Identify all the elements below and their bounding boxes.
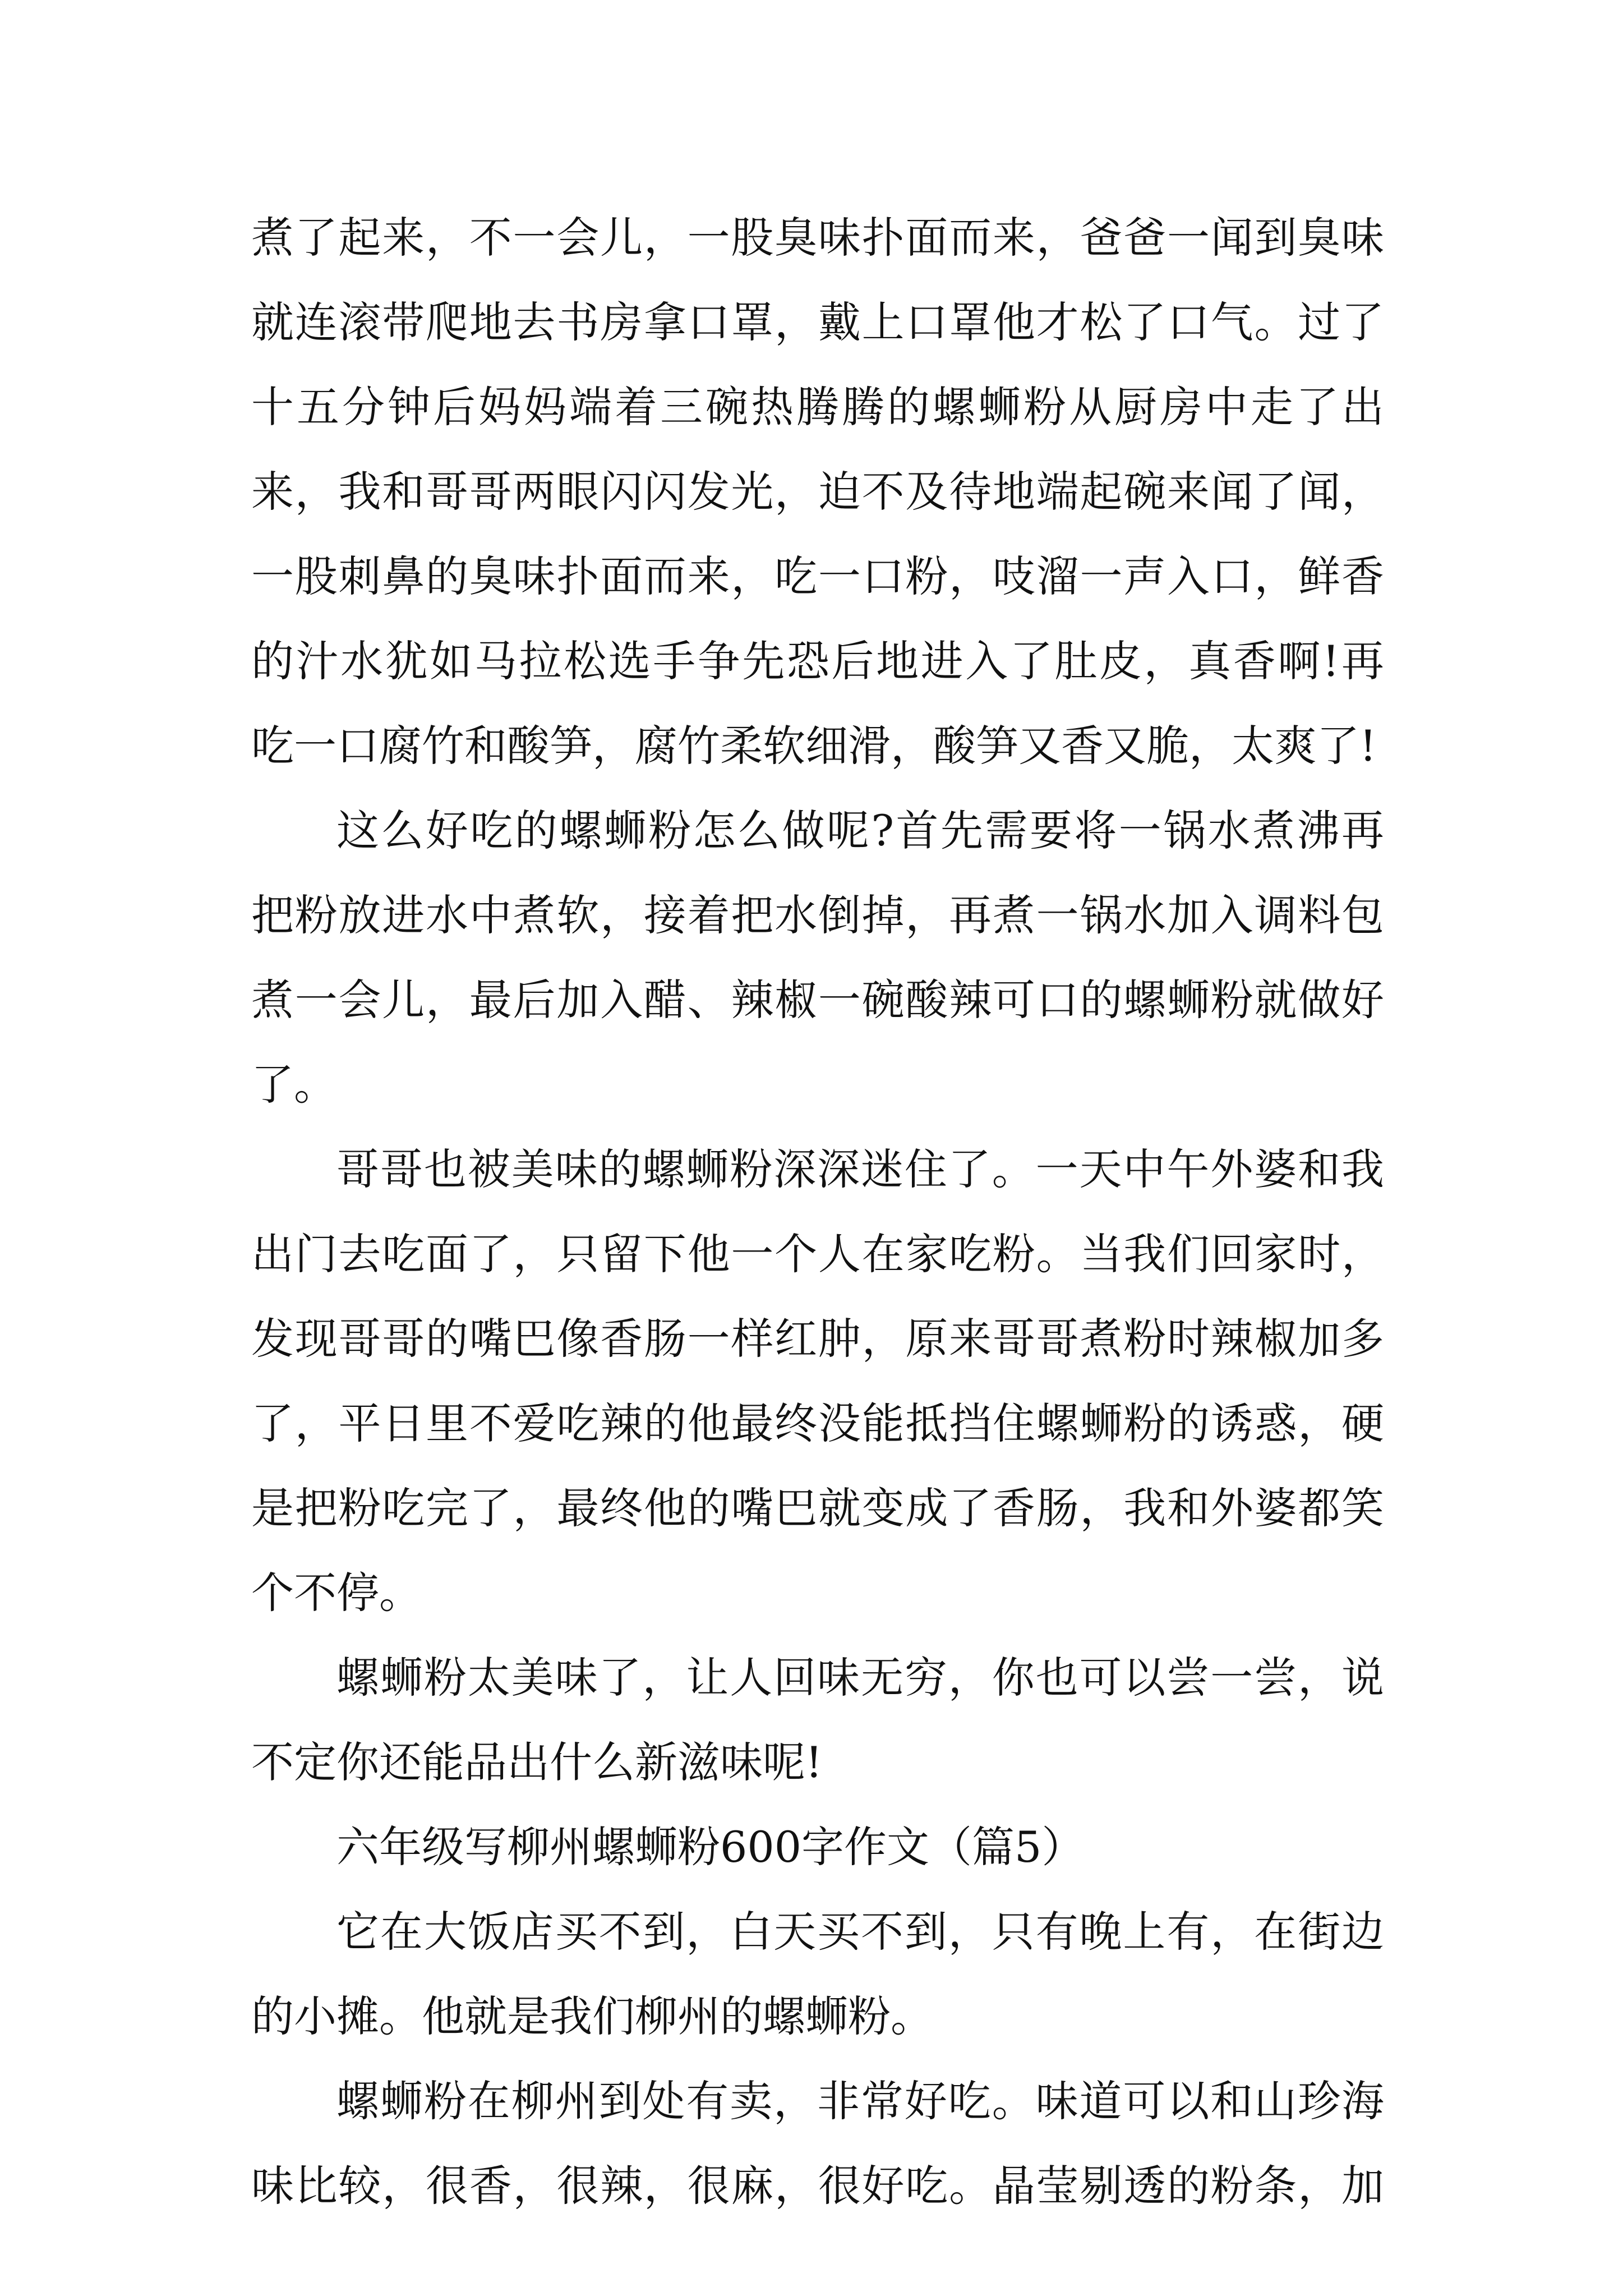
text-line: 来，我和哥哥两眼闪闪发光，迫不及待地端起碗来闻了闻， bbox=[251, 467, 1384, 517]
text-line: 十五分钟后妈妈端着三碗热腾腾的螺蛳粉从厨房中走了出 bbox=[251, 382, 1384, 432]
paragraph-first-line: 螺蛳粉在柳州到处有卖，非常好吃。味道可以和山珍海 bbox=[336, 2076, 1384, 2126]
text-line: 是把粉吃完了，最终他的嘴巴就变成了香肠，我和外婆都笑 bbox=[251, 1483, 1384, 1533]
text-line: 吃一口腐竹和酸笋，腐竹柔软细滑，酸笋又香又脆，太爽了! bbox=[251, 721, 1377, 771]
text-line: 了。 bbox=[251, 1060, 336, 1110]
text-line: 的小摊。他就是我们柳州的螺蛳粉。 bbox=[251, 1991, 933, 2041]
text-line: 味比较，很香，很辣，很麻，很好吃。晶莹剔透的粉条，加 bbox=[251, 2161, 1384, 2211]
text-line: 发现哥哥的嘴巴像香肠一样红肿，原来哥哥煮粉时辣椒加多 bbox=[251, 1314, 1384, 1364]
paragraph-first-line: 哥哥也被美味的螺蛳粉深深迷住了。一天中午外婆和我 bbox=[336, 1144, 1384, 1194]
text-line: 出门去吃面了，只留下他一个人在家吃粉。当我们回家时， bbox=[251, 1229, 1384, 1279]
text-line: 煮了起来，不一会儿，一股臭味扑面而来，爸爸一闻到臭味 bbox=[251, 213, 1384, 263]
text-line: 把粉放进水中煮软，接着把水倒掉，再煮一锅水加入调料包 bbox=[251, 890, 1384, 940]
paragraph-first-line: 它在大饭店买不到，白天买不到，只有晚上有，在街边 bbox=[336, 1907, 1384, 1957]
text-line: 个不停。 bbox=[251, 1568, 422, 1618]
paragraph-first-line: 这么好吃的螺蛳粉怎么做呢?首先需要将一锅水煮沸再 bbox=[336, 806, 1384, 855]
text-line: 了，平日里不爱吃辣的他最终没能抵挡住螺蛳粉的诱惑，硬 bbox=[251, 1398, 1384, 1448]
text-line: 一股刺鼻的臭味扑面而来，吃一口粉，吱溜一声入口，鲜香 bbox=[251, 551, 1384, 601]
text-line: 不定你还能品出什么新滋味呢! bbox=[251, 1737, 823, 1787]
text-line: 就连滚带爬地去书房拿口罩，戴上口罩他才松了口气。过了 bbox=[251, 297, 1384, 347]
paragraph-first-line: 螺蛳粉太美味了，让人回味无穷，你也可以尝一尝，说 bbox=[336, 1653, 1384, 1703]
text-line: 的汁水犹如马拉松选手争先恐后地进入了肚皮，真香啊!再 bbox=[251, 636, 1384, 686]
text-line: 煮一会儿，最后加入醋、辣椒一碗酸辣可口的螺蛳粉就做好 bbox=[251, 975, 1384, 1025]
section-heading: 六年级写柳州螺蛳粉600字作文（篇5） bbox=[336, 1822, 1085, 1872]
